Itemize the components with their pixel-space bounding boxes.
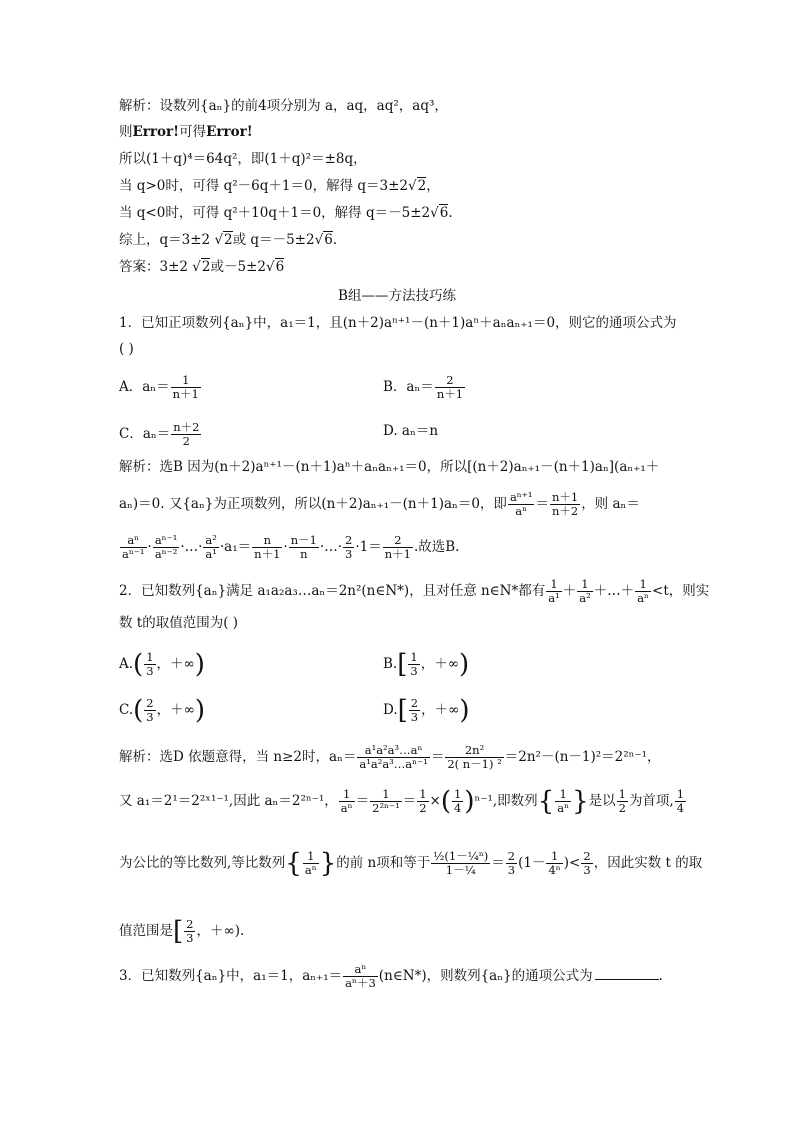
denominator: 4ⁿ [548,863,561,877]
option-label: D. [383,702,398,718]
denominator: n＋1 [384,547,411,561]
numerator: n－1 [290,533,317,547]
q2-option-d[interactable] [383,697,470,724]
numerator: 2 [410,696,419,710]
numerator: ½(1－¼ⁿ) [433,849,489,863]
fraction [546,578,561,605]
fraction [303,850,319,877]
solution-line-1: 解析：设数列{aₙ}的前4项分别为 a，aq，aq²，aq³， [119,98,448,114]
numerator: n＋1 [551,490,579,504]
option-label: A．aₙ＝ [119,379,170,395]
numerator: 2n² [445,744,503,758]
denominator: 2 [618,801,626,815]
denominator: 3 [186,931,194,945]
denominator: aⁿ＋3 [345,976,376,990]
text: ，＋∞ [421,702,460,718]
denominator: a¹ [205,547,217,561]
fraction [445,744,503,771]
numerator: aⁿ [120,534,147,548]
denominator: n＋1 [172,387,199,401]
denominator: n＋2 [551,504,579,518]
left-paren: ( [440,786,452,817]
denominator: a¹a²a³…aⁿ⁻¹ [359,757,428,771]
text: ＝ [430,749,445,765]
q1-option-c[interactable] [119,421,202,448]
left-paren: ( [133,695,144,726]
solution-line-4: 当 q>0时，可得 q²－6q＋1＝0，解得 q＝3±2√2， [119,178,440,194]
right-brace: } [572,786,589,817]
denominator: 4 [676,801,685,815]
fraction [171,421,201,448]
fraction [577,578,592,605]
fraction [581,850,592,877]
numerator: 1 [171,374,201,388]
q2-option-b[interactable] [383,651,469,678]
denominator: aⁿ⁻² [154,547,178,561]
denominator: 2 [419,801,427,815]
text: × [429,793,441,809]
fraction [435,374,465,401]
right-brace: } [319,848,337,879]
text: ⁿ⁻¹,即数列 [474,793,538,809]
fraction [343,963,378,990]
left-bracket: [ [397,695,408,726]
fraction [555,788,571,815]
q2-stem-line-2: 数 t的取值范围为( ) [119,615,239,631]
text: ， [426,178,440,194]
text: ＋…＋ [593,583,635,599]
right-paren: ) [459,695,470,726]
numerator: 2 [507,849,516,863]
text: ＝ [355,793,370,809]
left-bracket: [ [397,649,408,680]
fraction [357,744,429,771]
q2-solution-line-3 [119,850,702,877]
solution-line-5: 当 q<0时，可得 q²＋10q＋1＝0，解得 q＝－5±2√6. [119,205,453,221]
numerator: 1 [303,850,319,864]
numerator: 1 [577,578,592,592]
text: ＝ [491,855,505,871]
denominator: aⁿ [340,801,353,815]
numerator: 1 [454,787,462,801]
numerator: 1 [676,787,685,801]
denominator: 3 [146,664,154,678]
error-text: Error! [132,124,180,140]
fraction [506,850,517,877]
sqrt-value: 2 [417,178,427,194]
numerator: 2 [583,849,591,863]
denominator: 3 [345,547,353,561]
sqrt-value: 6 [275,259,285,275]
option-label: B．aₙ＝ [383,379,434,395]
numerator: a² [205,533,217,547]
numerator: aⁿ⁻¹ [154,533,178,547]
numerator: 2 [186,917,194,931]
denominator: aⁿ [637,591,650,605]
denominator: 4 [454,801,462,815]
fraction [383,534,413,561]
fraction [508,491,535,518]
denominator: a² [579,591,591,605]
fraction [343,534,354,561]
text: 又 a₁＝2¹＝2²ˣ¹⁻¹,因此 aₙ＝2²ⁿ⁻¹， [119,793,338,809]
q1-solution-line-1: 解析：选B 因为(n＋2)aⁿ⁺¹－(n＋1)aⁿ＋aₙaₙ₊₁＝0，所以[(n＋2)aₙ₊₁－(n＋1)aₙ](aₙ₊₁＋ [119,459,660,475]
denominator: 2²ⁿ⁻¹ [372,801,400,815]
q1-paren: ( ) [119,341,134,357]
denominator: n＋1 [436,387,464,401]
fraction [550,491,580,518]
error-text: Error! [206,124,253,140]
numerator: 1 [146,650,154,664]
fraction [452,788,463,815]
text: 为首项, [628,793,674,809]
left-brace: { [537,786,555,817]
fraction [203,534,218,561]
fraction [184,918,195,945]
denominator: aⁿ⁻¹ [122,547,145,561]
fraction [252,534,282,561]
text: 或－5±2 [210,259,266,275]
numerator: 2 [435,374,465,388]
fraction [635,578,651,605]
option-label: C. [119,702,134,718]
text: ，＋∞). [196,923,245,939]
option-label: B. [383,656,398,672]
fraction [409,697,420,724]
fraction [408,651,419,678]
numerator: 1 [546,850,562,864]
sqrt-value: 6 [324,232,333,248]
text: (1－ [518,855,546,871]
q1-solution-line-2 [119,491,640,518]
fraction [617,788,628,815]
solution-line-3: 所以(1＋q)⁴＝64q²，即(1＋q)²＝±8q， [119,151,367,167]
fraction [339,788,355,815]
numerator: aⁿ⁺¹ [509,490,533,504]
left-bracket: [ [173,916,184,947]
q2-stem-line-1: 2．已知数列{aₙ}满足 a₁a₂a₃…aₙ＝2n²(n∈N*)，且对任意 n∈N*都有 $\frac{1}{\text{a¹}}$ ＋ $\frac{1}{\text{a²}}$ ＋…＋ $\frac{1}{\text{aⁿ}}$ <t，则实 [119,577,710,605]
text: 3．已知数列{aₙ}中，a₁＝1，aₙ₊₁＝ [119,968,343,984]
option-label: C．aₙ＝ [119,426,171,442]
right-paren: ) [194,649,205,680]
text: (n∈N*)，则数列{aₙ}的通项公式为 [378,968,593,984]
text: 当 q<0时，可得 q²＋10q＋1＝0，解得 q＝－5±2 [119,205,431,221]
fraction [675,788,686,815]
option-label: A. [119,656,134,672]
denominator: 3 [507,863,516,877]
fraction [289,534,319,561]
q1-option-d[interactable]: D. aₙ＝n [383,423,439,439]
text: ，＋∞ [420,656,459,672]
numerator: 2 [383,534,413,548]
numerator: a¹a²a³…aⁿ [357,744,429,758]
text: 综上，q＝3±2 [119,232,215,248]
text: . [332,232,338,248]
text: ＝ [402,793,417,809]
text: 2．已知数列{aₙ}满足 a₁a₂a₃…aₙ＝2n²(n∈N*)，且对任意 n∈N*都有 [119,583,546,599]
denominator: aⁿ [515,504,528,518]
numerator: n [252,534,282,548]
right-paren: ) [458,649,470,680]
denominator: 2 [182,434,190,448]
text: . [448,205,453,221]
numerator: 2 [146,696,154,710]
denominator: 3 [583,863,591,877]
numerator: 1 [635,578,651,592]
q1-solution-line-3: $\frac{\text{aⁿ}}{\text{aⁿ⁻¹}}$ · $\frac{\text{aⁿ⁻¹}}{\text{aⁿ⁻²}}$ ·…· $\frac{\text{a²}}{\text{a¹}}$ ·a₁＝ $\frac{n}{n+1}$ · $\frac{n-1}{n}$ ·…· $\frac{2}{3}$ ·1＝ $\frac{2}{n+1}$ .故选B. [122,533,460,561]
sqrt-value: 2 [224,232,233,248]
numerator: 1 [370,788,402,802]
text: <t，则实 [652,583,710,599]
text: 或 q＝－5±2 [232,232,315,248]
left-paren: ( [133,649,144,680]
denominator: 1－¼ [445,863,476,877]
section-title: B组——方法技巧练 [338,288,456,304]
fraction [171,374,201,401]
numerator: 1 [410,650,418,664]
text: aₙ)＝0. 又{aₙ}为正项数列，所以(n＋2)aₙ₊₁－(n＋1)aₙ＝0，即 [119,496,507,512]
text: 的前 n项和等于 [336,855,431,871]
text: .故选B. [413,539,460,555]
right-paren: ) [464,786,475,817]
fraction [144,697,155,724]
fraction [431,850,490,877]
text: ·1＝ [355,539,382,555]
numerator: 1 [555,788,571,802]
text: 为公比的等比数列,等比数列 [119,855,286,871]
text: ·…· [180,539,203,555]
text: 当 q>0时，可得 q²－6q＋1＝0，解得 q＝3±2 [119,178,409,194]
q2-solution-line-4 [119,918,244,945]
numerator: aⁿ [343,963,378,977]
text: ·a₁＝ [219,539,252,555]
q1-stem: 1．已知正项数列{aₙ}中，a₁＝1，且(n＋2)aⁿ⁺¹－(n＋1)aⁿ＋aₙaₙ₊₁＝0，则它的通项公式为 [119,315,677,331]
q1-option-a[interactable] [119,374,202,401]
text: 值范围是 [119,923,173,939]
left-brace: { [285,848,302,879]
numerator: 1 [339,788,355,802]
text: ，因此实数 t 的取 [593,855,703,871]
text: 解析：选D 依题意得，当 n≥2时，aₙ＝ [119,749,357,765]
denominator: 3 [410,710,419,724]
q2-option-c[interactable] [119,697,205,724]
fraction [120,534,147,561]
q2-solution-line-1 [119,744,661,771]
fraction [144,651,155,678]
q2-option-a[interactable] [119,651,205,678]
text: )< [563,855,581,871]
denominator: aⁿ [557,801,570,815]
answer-blank[interactable] [595,979,659,980]
sqrt-value: 2 [201,259,211,275]
denominator: aⁿ [304,863,317,877]
text: ，则 aₙ＝ [581,496,640,512]
fraction [546,850,562,877]
fraction [370,788,402,815]
text: 是以 [588,793,616,809]
denominator: n [300,547,308,561]
text: 可得 [179,124,207,140]
text: 则 [119,124,133,140]
fraction [153,534,180,561]
text: 答案：3±2 [119,259,193,275]
numerator: n＋2 [173,420,200,434]
denominator: 3 [146,710,154,724]
q3-stem [119,963,663,990]
numerator: 1 [419,787,427,801]
right-paren: ) [194,695,206,726]
fraction [417,788,428,815]
denominator: 3 [410,664,418,678]
q1-option-b[interactable] [383,374,466,401]
text: ，＋∞ [156,702,195,718]
denominator: 2( n－1) ² [447,757,502,771]
text: . [658,968,663,984]
solution-line-2 [119,122,253,142]
q2-solution-line-2 [119,788,687,815]
text: ，＋∞ [156,656,195,672]
text: ＝ [535,496,549,512]
numerator: 1 [618,787,626,801]
denominator: n＋1 [254,547,281,561]
text: ＝2n²－(n－1)²＝2²ⁿ⁻¹， [504,749,661,765]
solution-line-6: 综上，q＝3±2 √2或 q＝－5±2√6. [119,232,338,248]
numerator: 1 [546,578,561,592]
answer-line: 答案：3±2 √2或－5±2√6 [119,259,285,275]
numerator: 2 [345,533,353,547]
denominator: a¹ [548,591,560,605]
sqrt-value: 6 [439,205,449,221]
